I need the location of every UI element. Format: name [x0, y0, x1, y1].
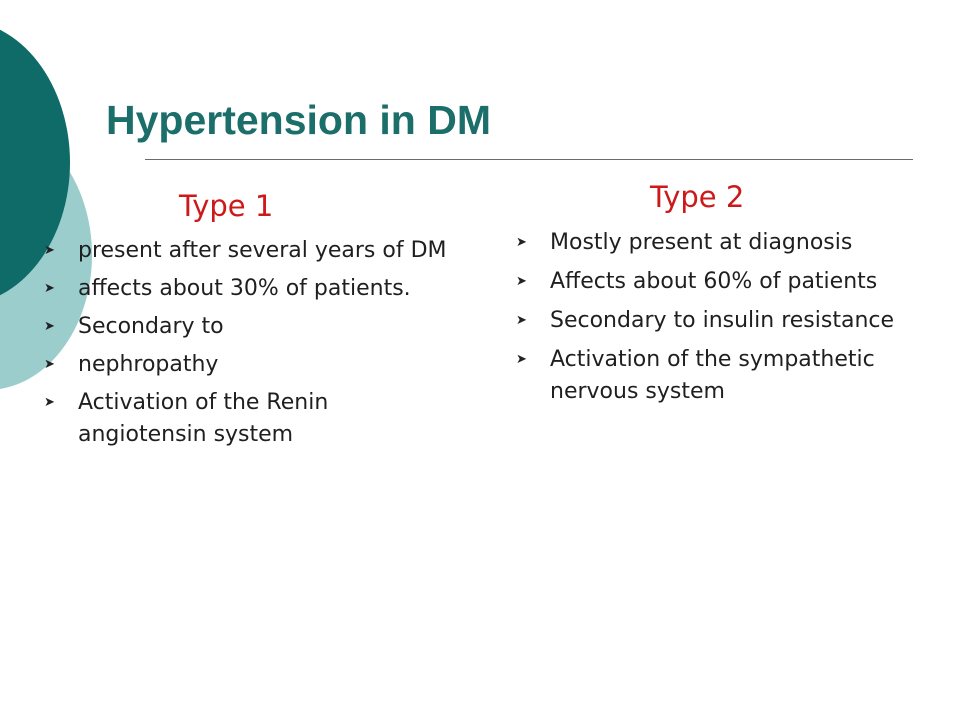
bullet-text: Activation of the Renin angiotensin system — [78, 390, 329, 447]
list-item — [516, 344, 926, 408]
bullet-text: Affects about 60% of patients — [550, 269, 878, 294]
list-item — [44, 273, 459, 305]
type1-bullet-list — [44, 235, 459, 457]
bullet-text: Secondary to — [78, 314, 224, 339]
bullet-text: affects about 30% of patients. — [78, 276, 411, 301]
arrowhead-bullet-icon: ➤ — [44, 357, 55, 372]
arrowhead-bullet-icon: ➤ — [44, 395, 55, 410]
list-item — [44, 311, 459, 343]
slide-title: Hypertension in DM — [106, 97, 491, 143]
arrowhead-bullet-icon: ➤ — [44, 281, 55, 296]
bullet-text: nephropathy — [78, 352, 219, 377]
arrowhead-bullet-icon: ➤ — [516, 274, 527, 289]
list-item — [516, 227, 926, 259]
arrowhead-bullet-icon: ➤ — [516, 352, 527, 367]
bullet-text: present after several years of DM — [78, 238, 447, 263]
arrowhead-bullet-icon: ➤ — [44, 319, 55, 334]
list-item — [516, 305, 926, 337]
arrowhead-bullet-icon: ➤ — [516, 235, 527, 250]
list-item — [44, 235, 459, 267]
list-item — [516, 266, 926, 298]
type1-heading: Type 1 — [179, 189, 274, 223]
arrowhead-bullet-icon: ➤ — [44, 243, 55, 258]
type2-bullet-list — [516, 227, 926, 415]
list-item — [44, 387, 459, 451]
bullet-text: Mostly present at diagnosis — [550, 230, 853, 255]
bullet-text: Activation of the sympathetic nervous system — [550, 347, 875, 404]
title-underline — [145, 159, 913, 160]
bullet-text: Secondary to insulin resistance — [550, 308, 895, 333]
arrowhead-bullet-icon: ➤ — [516, 313, 527, 328]
list-item — [44, 349, 459, 381]
type2-heading: Type 2 — [650, 180, 745, 214]
